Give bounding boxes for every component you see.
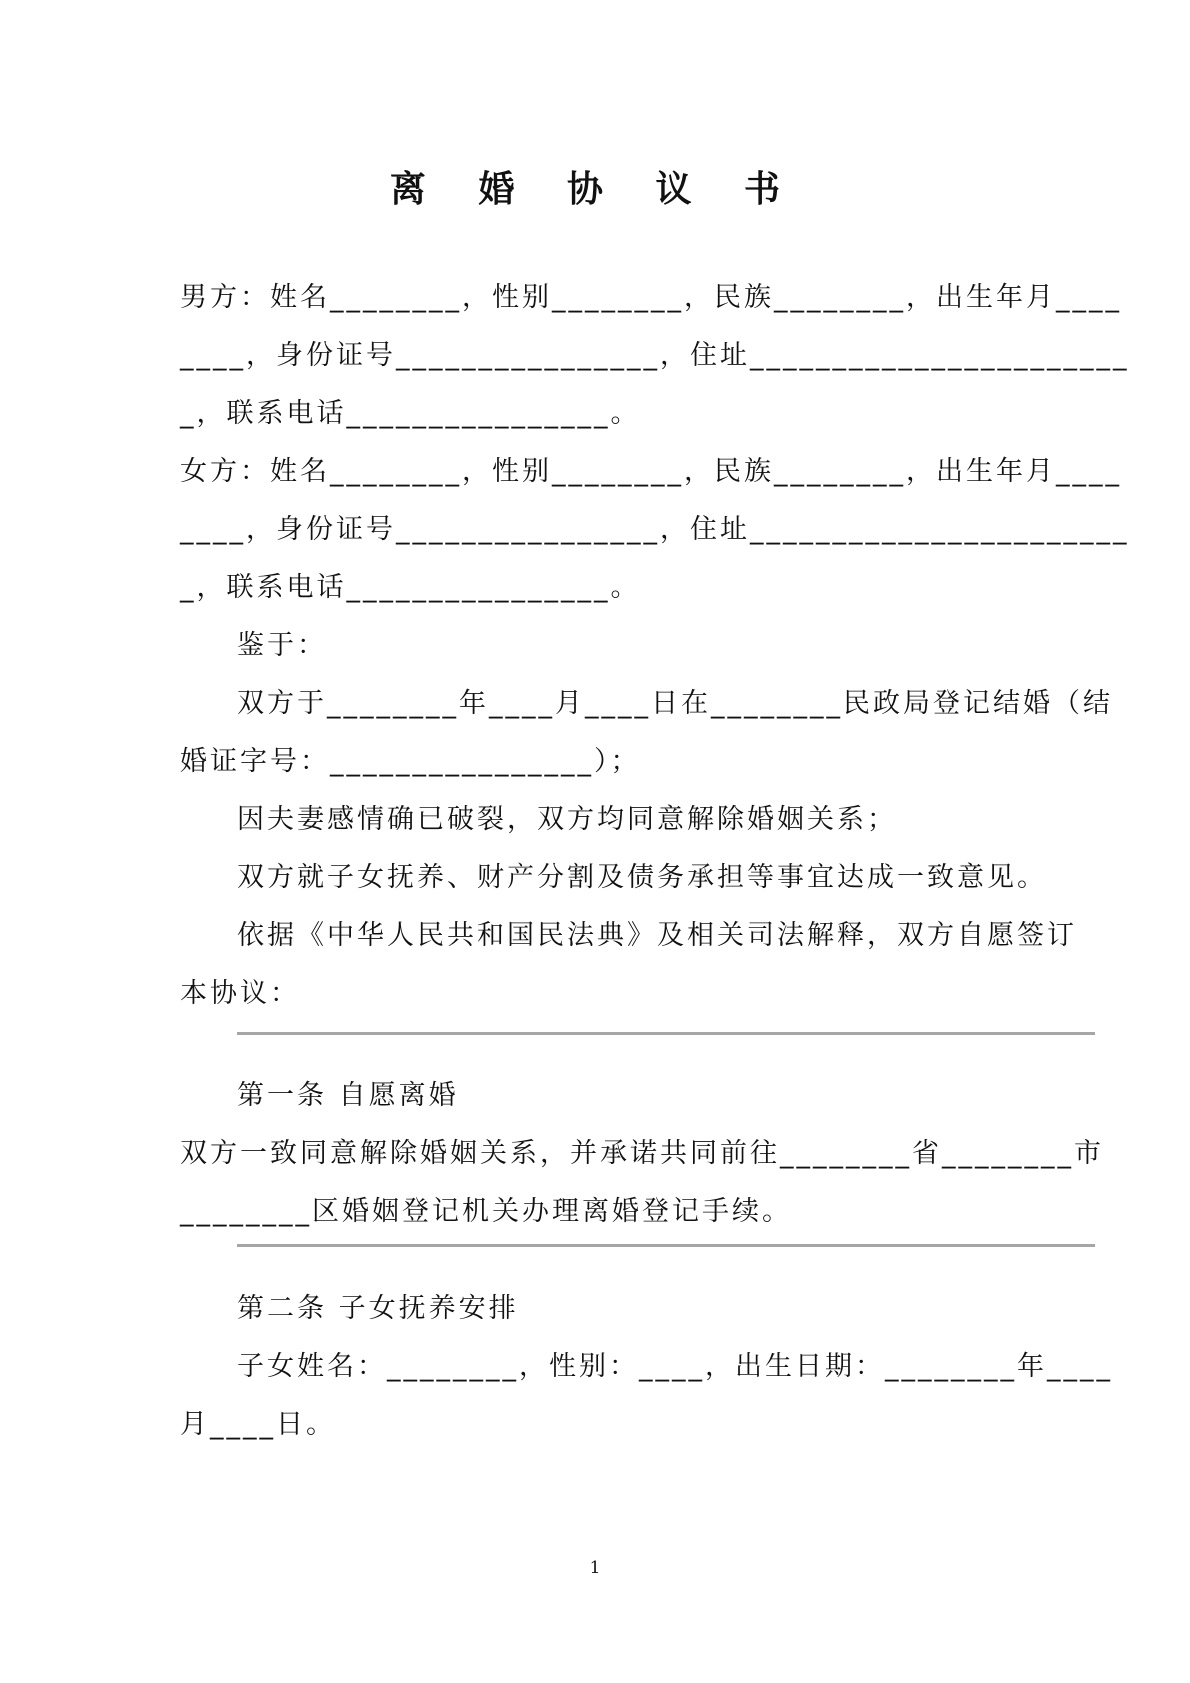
female-party-line-2: ____，身份证号________________，住址_______________________ bbox=[180, 514, 1130, 545]
page-number: 1 bbox=[589, 1558, 601, 1578]
legal-basis-line-1: 依据《中华人民共和国民法典》及相关司法解释，双方自愿签订 bbox=[237, 920, 1077, 951]
section-divider bbox=[237, 1244, 1095, 1247]
agreement-reached-clause: 双方就子女抚养、财产分割及债务承担等事宜达成一致意见。 bbox=[237, 862, 1047, 893]
article-1-heading: 第一条 自愿离婚 bbox=[237, 1080, 459, 1111]
child-info-line-1: 子女姓名：________，性别：____，出生日期：________年____ bbox=[237, 1351, 1113, 1382]
female-party-line-3: _，联系电话________________。 bbox=[180, 572, 641, 603]
male-party-line-2: ____，身份证号________________，住址_______________________ bbox=[180, 340, 1130, 371]
marriage-registration-line-1: 双方于________年____月____日在________民政局登记结婚（结 bbox=[237, 688, 1113, 719]
article-1-body-line-1: 双方一致同意解除婚姻关系，并承诺共同前往________省________市 bbox=[180, 1138, 1104, 1169]
section-divider bbox=[237, 1032, 1095, 1035]
female-party-line-1: 女方：姓名________，性别________，民族________，出生年月____ bbox=[180, 456, 1122, 487]
article-1-body-line-2: ________区婚姻登记机关办理离婚登记手续。 bbox=[180, 1196, 792, 1227]
marriage-registration-line-2: 婚证字号：________________）； bbox=[180, 746, 641, 777]
relationship-breakdown-clause: 因夫妻感情确已破裂，双方均同意解除婚姻关系； bbox=[237, 804, 897, 835]
article-2-heading: 第二条 子女抚养安排 bbox=[237, 1293, 519, 1324]
male-party-line-3: _，联系电话________________。 bbox=[180, 398, 641, 429]
document-title: 离 婚 协 议 书 bbox=[389, 169, 801, 210]
whereas-heading: 鉴于： bbox=[237, 630, 327, 661]
child-info-line-2: 月____日。 bbox=[180, 1409, 336, 1440]
legal-basis-line-2: 本协议： bbox=[180, 978, 300, 1009]
male-party-line-1: 男方：姓名________，性别________，民族________，出生年月____ bbox=[180, 282, 1122, 313]
